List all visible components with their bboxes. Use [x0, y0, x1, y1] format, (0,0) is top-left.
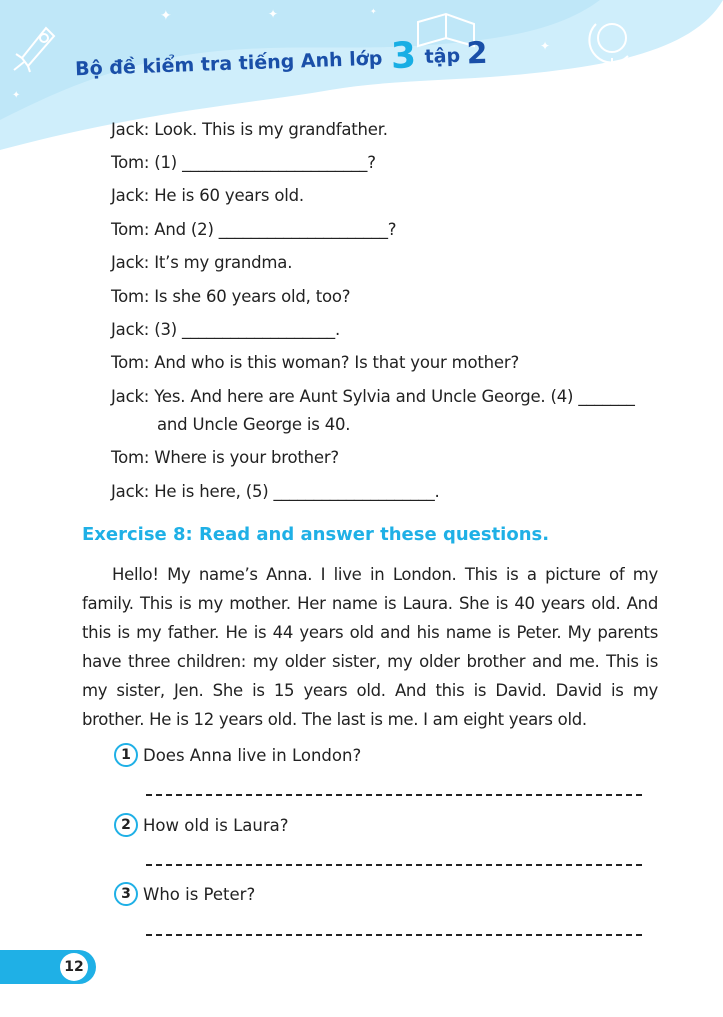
answer-line[interactable] [146, 864, 642, 866]
answer-line[interactable] [146, 794, 642, 796]
dialogue-line: Tom: And (2) _____________________? [111, 220, 397, 239]
title-prefix: Bộ đề kiểm tra tiếng Anh lớp [74, 47, 383, 81]
question-number: 2 [114, 813, 138, 837]
dialogue-line: Jack: He is here, (5) ____________________. [111, 482, 440, 501]
svg-text:✦: ✦ [268, 7, 279, 21]
dialogue-line: Tom: And who is this woman? Is that your mother? [111, 353, 520, 372]
reading-paragraph [82, 560, 658, 734]
grade-number: 3 [390, 35, 417, 78]
dialogue-line: Tom: (1) _______________________? [111, 153, 376, 172]
svg-text:✦: ✦ [370, 7, 377, 16]
dialogue-line: Tom: Where is your brother? [111, 448, 339, 467]
exercise-title: Exercise 8: Read and answer these questions. [82, 524, 550, 545]
dialogue-line: and Uncle George is 40. [157, 415, 351, 434]
answer-line[interactable] [146, 934, 642, 936]
dialogue-line: Jack: (3) ___________________. [111, 320, 341, 339]
svg-text:✦: ✦ [160, 8, 172, 24]
dialogue-line: Tom: Is she 60 years old, too? [111, 287, 351, 306]
svg-text:✦: ✦ [540, 39, 551, 53]
question-text: Who is Peter? [143, 885, 256, 904]
dialogue-line: Jack: He is 60 years old. [111, 186, 304, 205]
paragraph-text: Hello! My name’s Anna. I live in London. This is a picture of my family. This is my mother. Her name is Laura. She is 40 years old. And this is my father. He is 44 years old and his name is Peter. My parents have three children: my older sister, my older brother and me. This is my sister, Jen. She is 15 years old. And this is David. David is my brother. He is 12 years old. The last is me. I am eight years old. [82, 565, 658, 729]
question-number: 3 [114, 882, 138, 906]
question-text: Does Anna live in London? [143, 746, 362, 765]
page-number: 12 [60, 953, 88, 981]
question-text: How old is Laura? [143, 816, 289, 835]
title-mid: tập [424, 44, 461, 68]
volume-number: 2 [466, 35, 489, 72]
dialogue-line: Jack: Look. This is my grandfather. [111, 120, 388, 139]
svg-text:✦: ✦ [12, 90, 21, 101]
dialogue-line: Jack: It’s my grandma. [111, 253, 293, 272]
question-number: 1 [114, 743, 138, 767]
dialogue-line: Jack: Yes. And here are Aunt Sylvia and Uncle George. (4) _______ [111, 387, 635, 406]
svg-text:✦: ✦ [680, 52, 689, 63]
